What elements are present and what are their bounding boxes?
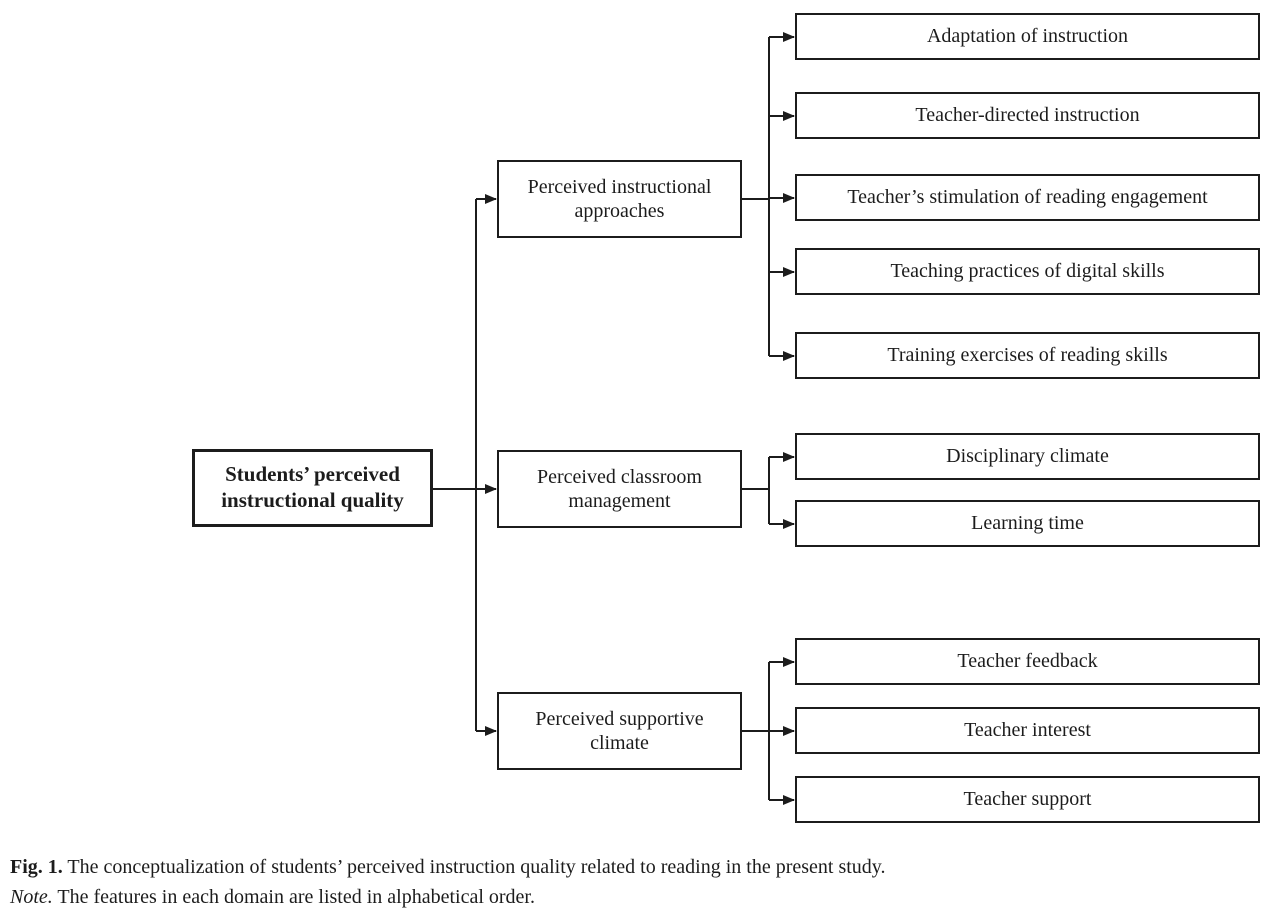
feature-box-training-exercises [795,332,1260,379]
feature-label: Teacher’s stimulation of reading engagement [847,186,1208,209]
feature-box-teaching-practices-digital-skills [795,248,1260,295]
note-label: Note. [10,886,53,908]
figure-caption [10,852,1240,912]
feature-label: Training exercises of reading skills [887,344,1168,367]
domain-label: Perceived classroom management [537,465,702,512]
figure-caption-text: The conceptualization of students’ perceived instruction quality related to reading in the present study. [67,856,886,878]
feature-label: Teacher interest [964,719,1091,742]
figure-number-label: Fig. 1. [10,856,63,878]
feature-box-teacher-feedback [795,638,1260,685]
feature-label: Teaching practices of digital skills [890,260,1165,283]
figure-caption-line [10,852,1240,882]
root-node-box [192,449,433,527]
feature-box-disciplinary-climate [795,433,1260,480]
domain-box-supportive-climate [497,692,742,770]
feature-label: Teacher support [963,788,1092,811]
note-text: The features in each domain are listed in alphabetical order. [57,886,535,908]
domain-label: Perceived supportive climate [535,707,704,754]
feature-box-adaptation-of-instruction [795,13,1260,60]
feature-box-teacher-support [795,776,1260,823]
figure-note-line [10,882,1240,912]
domain-label: Perceived instructional approaches [527,175,712,222]
feature-box-teachers-stimulation [795,174,1260,221]
feature-label: Teacher-directed instruction [915,104,1140,127]
domain-box-instructional-approaches [497,160,742,238]
feature-box-teacher-interest [795,707,1260,754]
feature-label: Teacher feedback [957,650,1098,673]
feature-label: Disciplinary climate [946,445,1109,468]
feature-label: Adaptation of instruction [926,25,1129,48]
feature-box-learning-time [795,500,1260,547]
feature-label: Learning time [971,512,1084,535]
feature-box-teacher-directed-instruction [795,92,1260,139]
domain-box-classroom-management [497,450,742,528]
root-node-label: Students’ perceived instructional quality [221,462,404,512]
